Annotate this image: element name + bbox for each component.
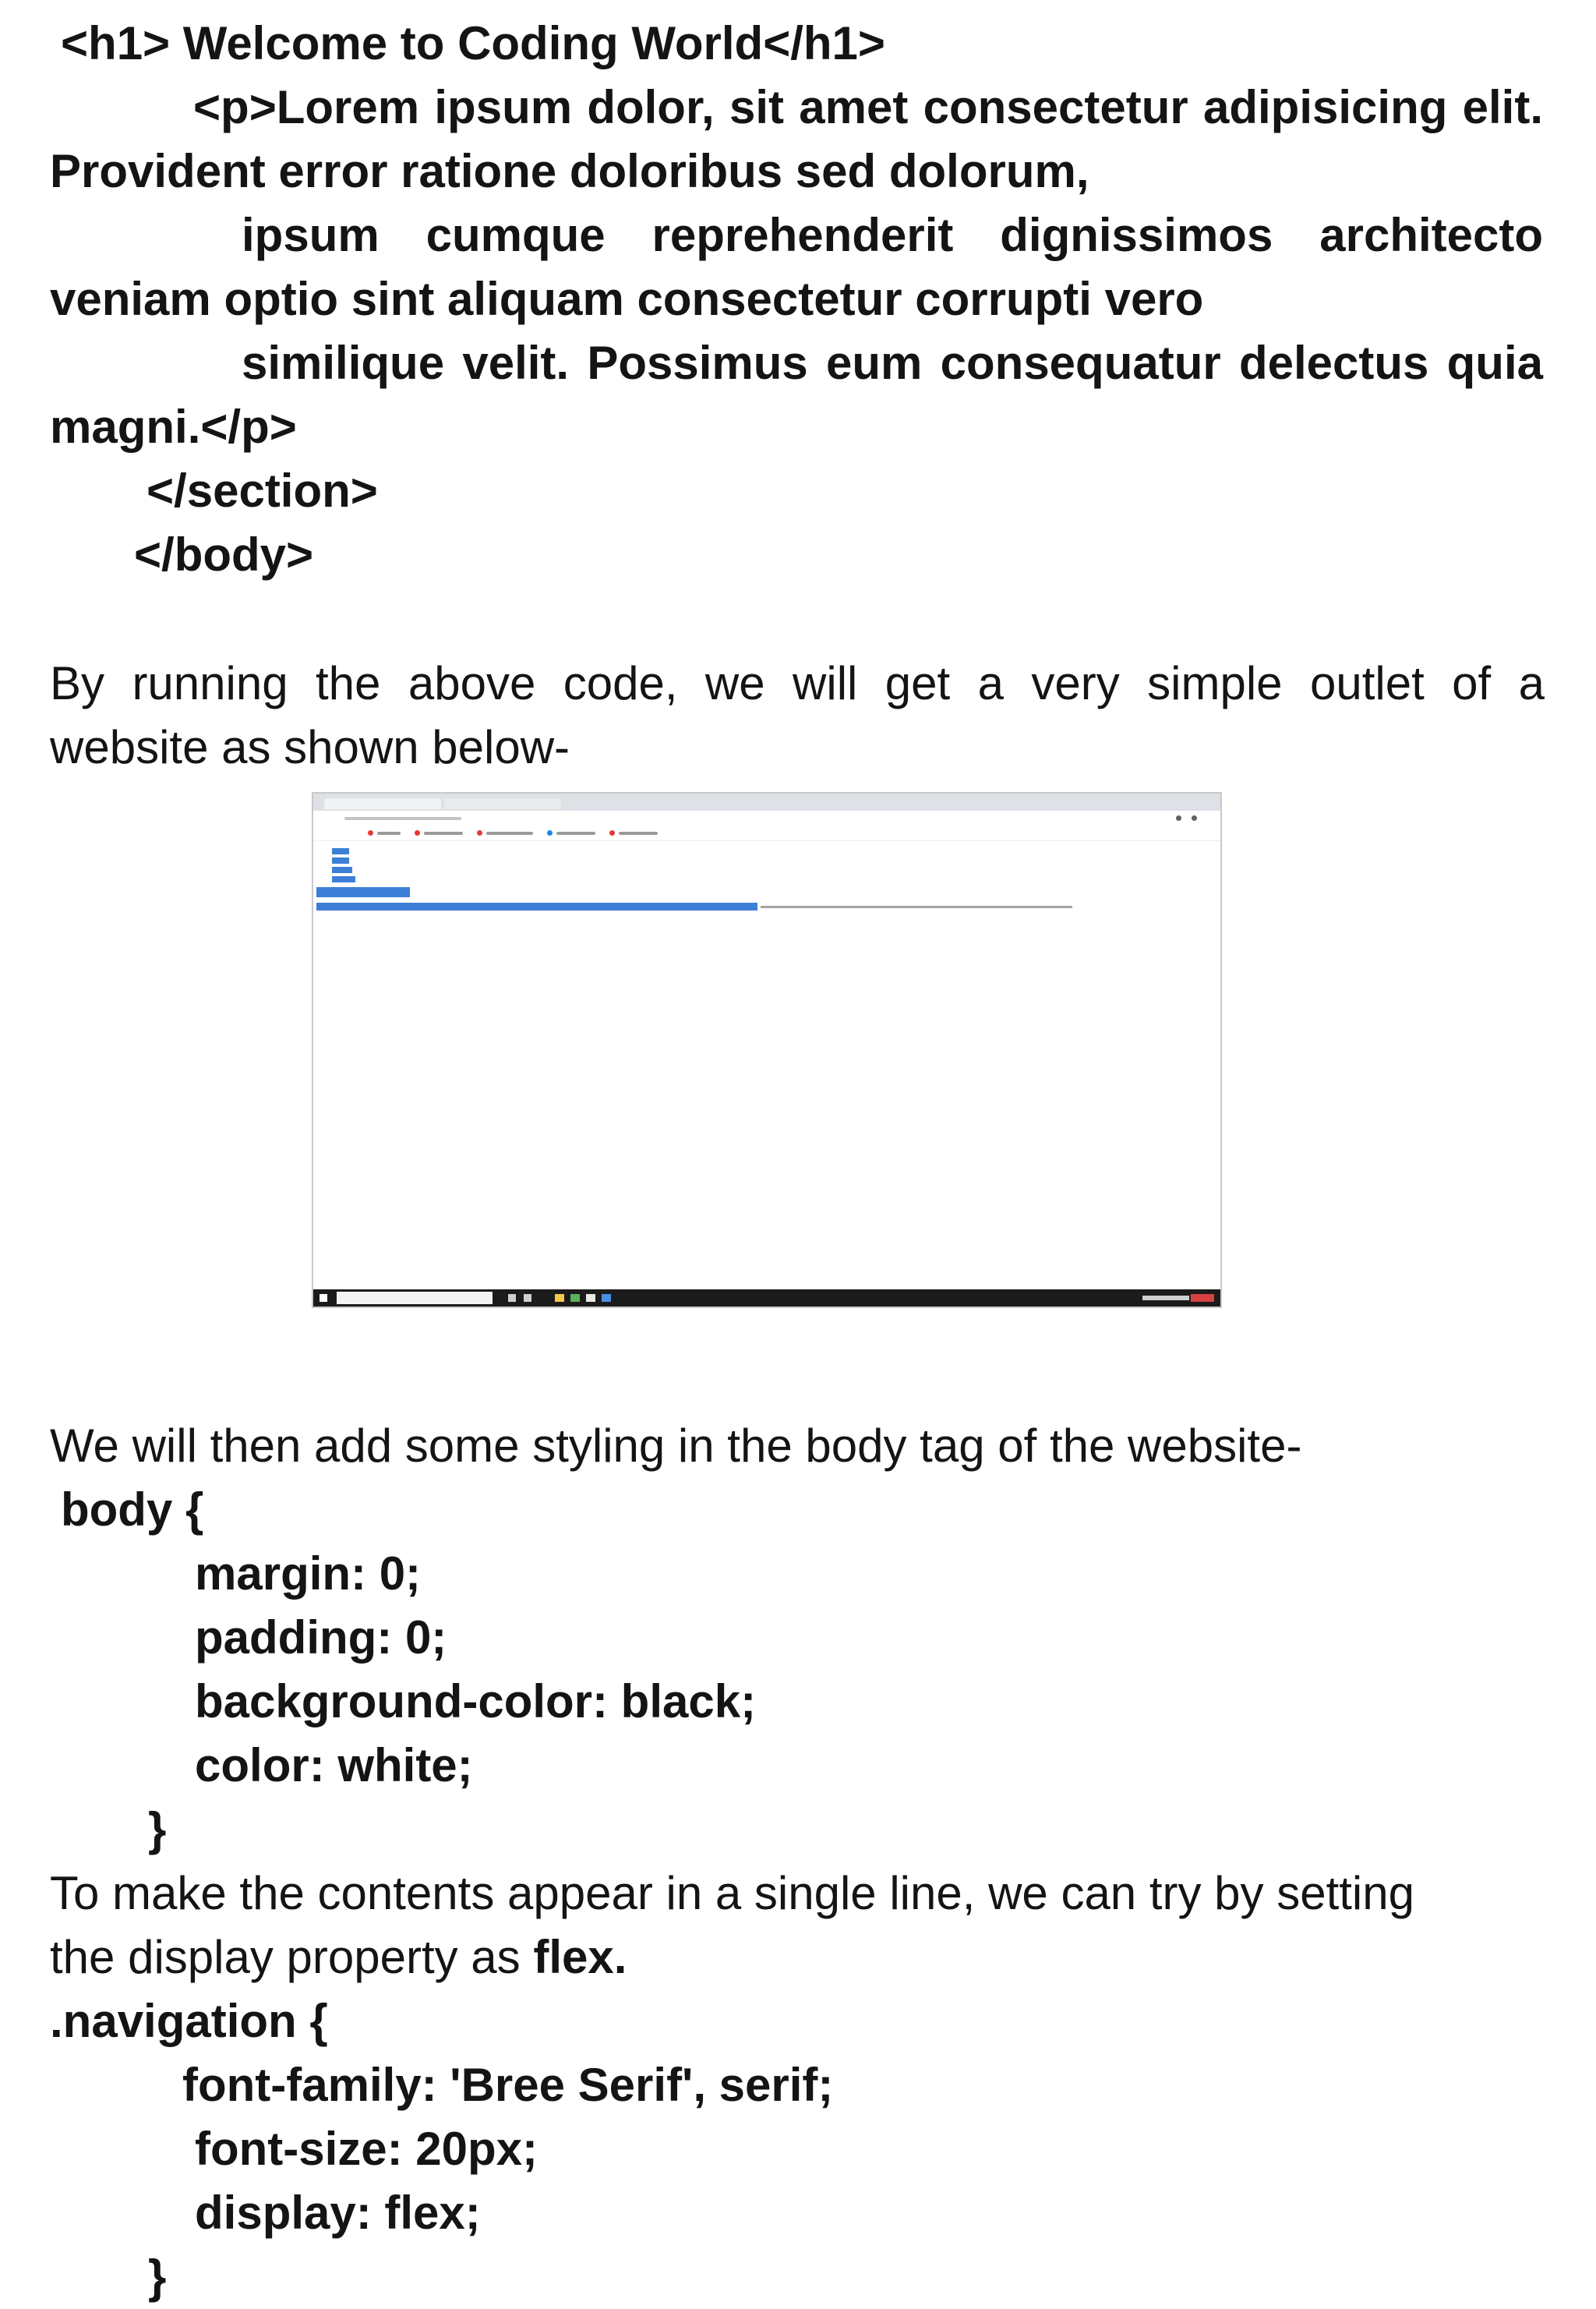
code-line: </body> bbox=[134, 529, 314, 581]
code-line: margin: 0; bbox=[195, 1547, 422, 1600]
body-text-segment: the display property as bbox=[50, 1931, 534, 1983]
browser-tab-bar bbox=[313, 794, 1220, 811]
code-line: </section> bbox=[147, 465, 378, 517]
code-line: } bbox=[148, 1803, 167, 1855]
browser-screenshot-image bbox=[312, 792, 1222, 1308]
body-text: We will then add some styling in the body tag of the website- bbox=[50, 1420, 1302, 1472]
body-text: To make the contents appear in a single line, we can try by setting bbox=[50, 1867, 1414, 1919]
body-text bbox=[50, 1925, 627, 1989]
body-text: website as shown below- bbox=[50, 721, 570, 773]
body-text-bold: flex. bbox=[533, 1931, 627, 1983]
code-line: display: flex; bbox=[195, 2187, 481, 2239]
code-line: magni.</p> bbox=[50, 401, 297, 453]
code-line: similique velit. Possimus eum consequatur delectus quia bbox=[242, 337, 1543, 389]
body-text: By running the above code, we will get a very simple outlet of a bbox=[50, 657, 1545, 709]
code-line: <h1> Welcome to Coding World</h1> bbox=[61, 17, 885, 69]
code-line: Provident error ratione doloribus sed dolorum, bbox=[50, 145, 1089, 197]
code-line: font-size: 20px; bbox=[195, 2123, 538, 2175]
code-line: body { bbox=[61, 1483, 204, 1536]
os-taskbar bbox=[313, 1289, 1220, 1307]
browser-toolbar bbox=[313, 811, 1220, 827]
code-line: } bbox=[148, 2251, 167, 2303]
code-line: padding: 0; bbox=[195, 1611, 447, 1664]
code-line: .navigation { bbox=[50, 1995, 328, 2047]
code-line: <p>Lorem ipsum dolor, sit amet consectetur adipisicing elit. bbox=[193, 81, 1543, 133]
code-line: background-color: black; bbox=[195, 1675, 757, 1727]
code-line: color: white; bbox=[195, 1739, 473, 1791]
browser-bookmarks-bar bbox=[313, 826, 1220, 841]
code-line: veniam optio sint aliquam consectetur corrupti vero bbox=[50, 273, 1204, 325]
code-line: ipsum cumque reprehenderit dignissimos architecto bbox=[242, 209, 1543, 261]
code-line: font-family: 'Bree Serif', serif; bbox=[182, 2059, 834, 2111]
